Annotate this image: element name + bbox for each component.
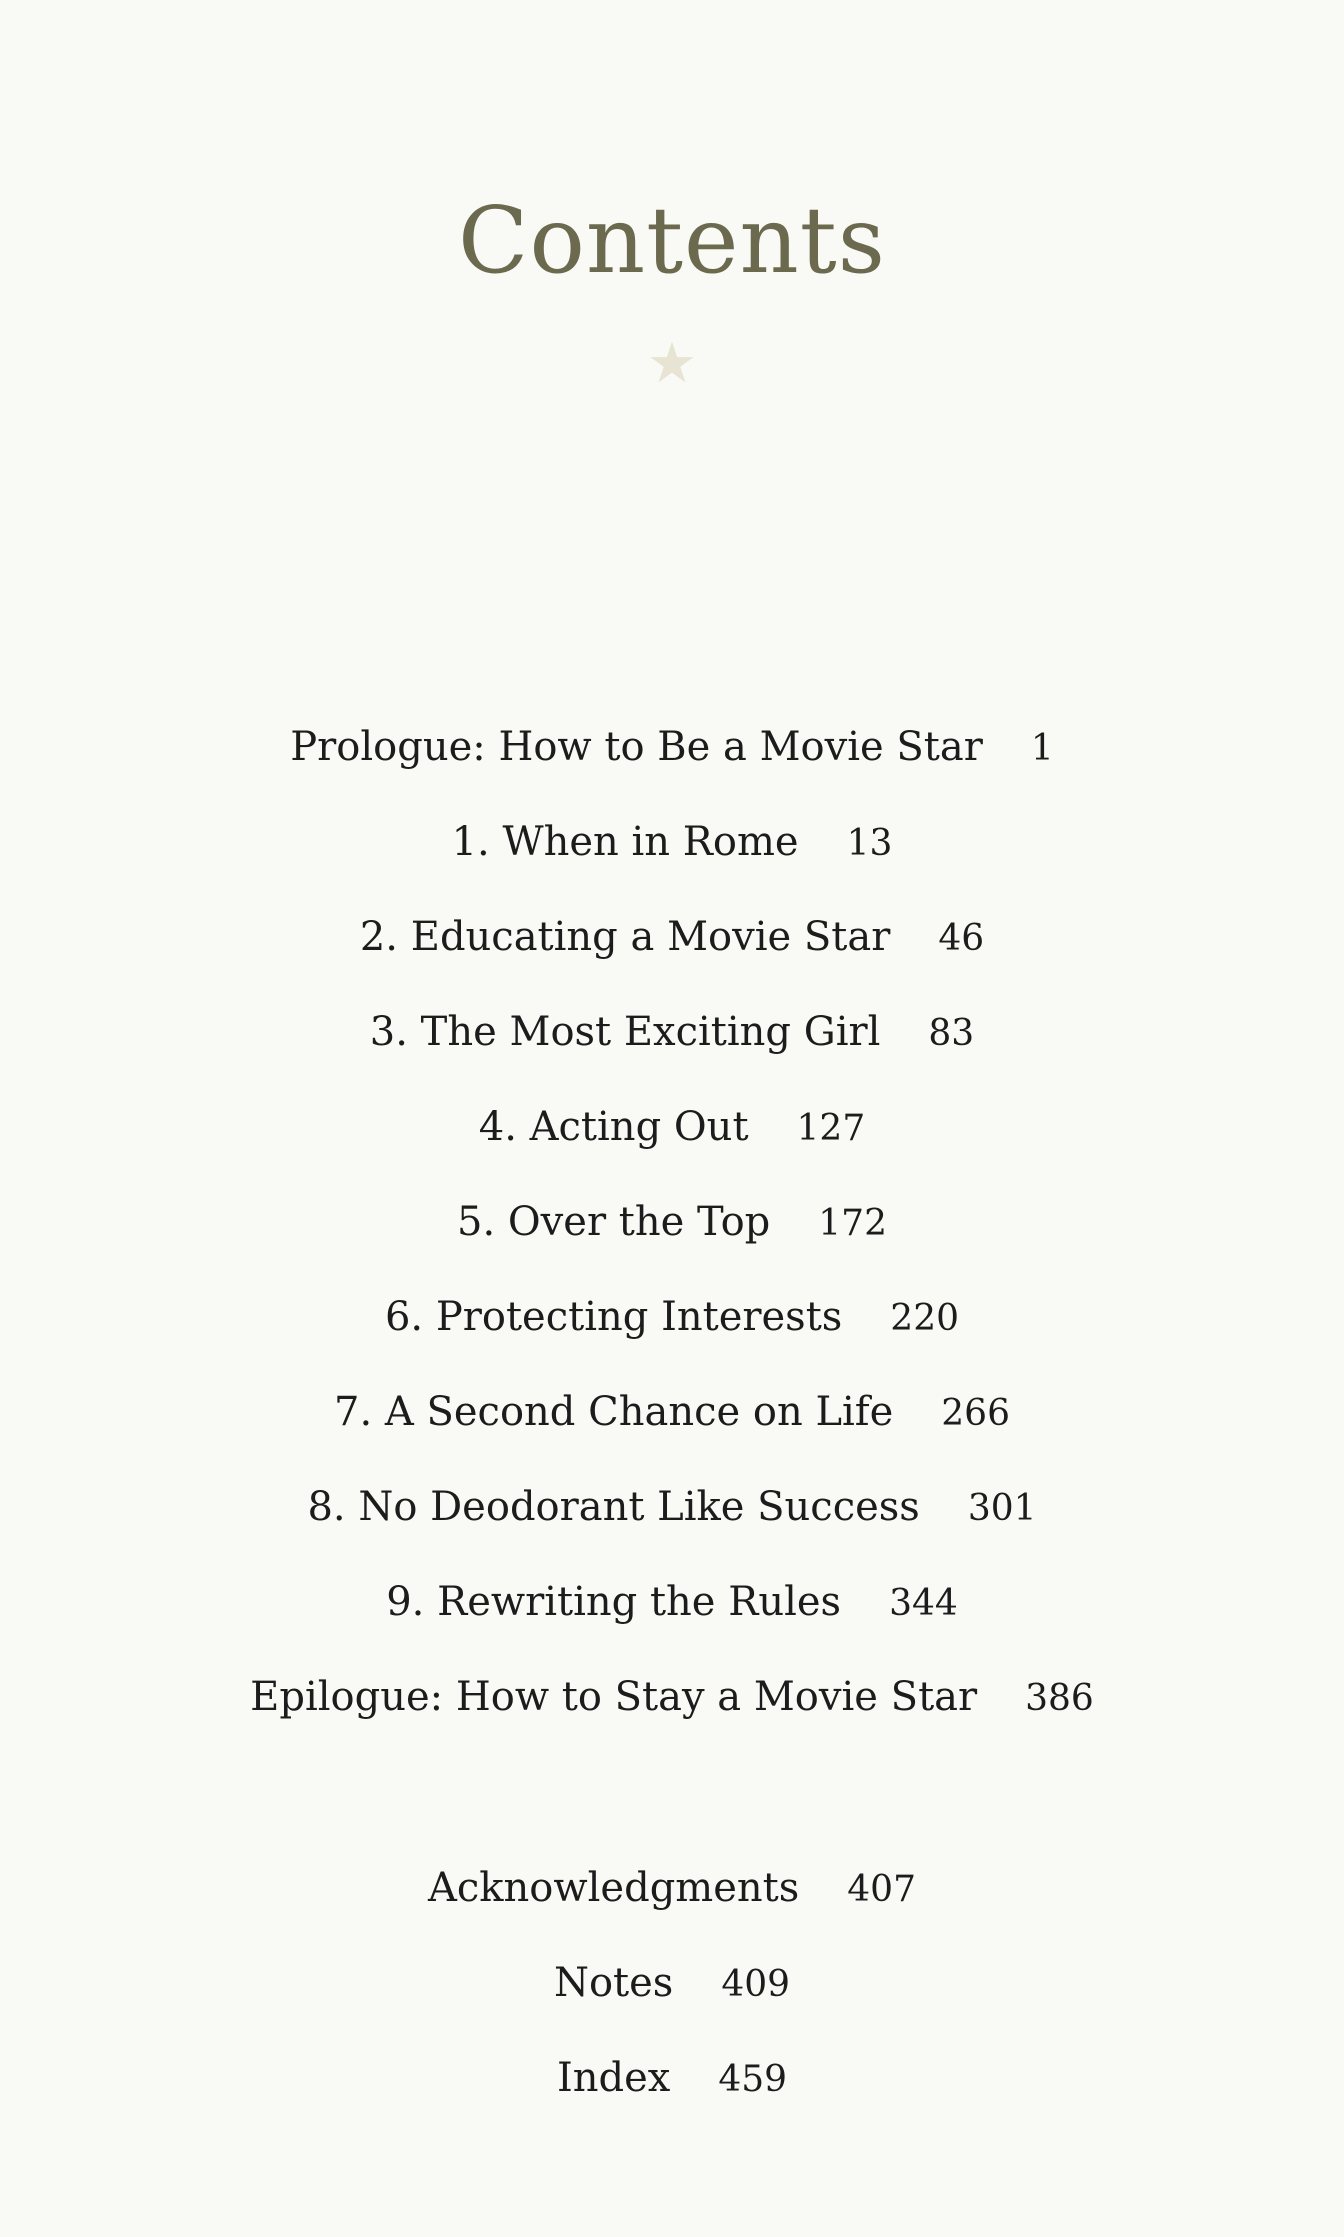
toc-entry-notes[interactable] bbox=[0, 1960, 1344, 2006]
toc-entry-title: Epilogue: How to Stay a Movie Star bbox=[250, 1674, 978, 1720]
toc-entry-prologue[interactable] bbox=[0, 724, 1344, 770]
toc-entry-title: Notes bbox=[553, 1960, 674, 2006]
toc-entry-chapter-7[interactable] bbox=[0, 1389, 1344, 1435]
toc-entry-page: 13 bbox=[846, 823, 893, 864]
toc-entry-page: 1 bbox=[1030, 728, 1054, 769]
toc-entry-page: 407 bbox=[847, 1869, 916, 1910]
toc-entry-epilogue[interactable] bbox=[0, 1674, 1344, 1720]
toc-entry-title: Index bbox=[556, 2055, 671, 2101]
toc-entry-title: 2. Educating a Movie Star bbox=[359, 914, 891, 960]
toc-entry-page: 344 bbox=[889, 1583, 958, 1624]
toc-entry-chapter-4[interactable] bbox=[0, 1104, 1344, 1150]
toc-entry-chapter-9[interactable] bbox=[0, 1579, 1344, 1625]
toc-entry-title: Prologue: How to Be a Movie Star bbox=[290, 724, 983, 770]
toc-entry-chapter-2[interactable] bbox=[0, 914, 1344, 960]
toc-entry-chapter-3[interactable] bbox=[0, 1009, 1344, 1055]
toc-entry-title: 9. Rewriting the Rules bbox=[386, 1579, 842, 1625]
toc-entry-index[interactable] bbox=[0, 2055, 1344, 2101]
toc-entry-title: 7. A Second Chance on Life bbox=[334, 1389, 894, 1435]
toc-entry-title: Acknowledgments bbox=[428, 1865, 800, 1911]
toc-entry-page: 220 bbox=[890, 1298, 960, 1339]
toc-entry-page: 301 bbox=[967, 1488, 1037, 1529]
toc-entry-page: 83 bbox=[928, 1013, 975, 1054]
toc-entry-page: 459 bbox=[718, 2059, 788, 2100]
toc-entry-title: 4. Acting Out bbox=[478, 1104, 749, 1150]
toc-entry-chapter-8[interactable] bbox=[0, 1484, 1344, 1530]
toc-entry-page: 46 bbox=[938, 918, 985, 959]
toc-entry-page: 127 bbox=[796, 1108, 866, 1149]
page-title: Contents bbox=[458, 187, 886, 294]
toc-entry-page: 172 bbox=[818, 1203, 887, 1244]
toc-entry-title: 6. Protecting Interests bbox=[384, 1294, 843, 1340]
toc-entry-acknowledgments[interactable] bbox=[0, 1865, 1344, 1911]
star-ornament-icon: ★ bbox=[646, 331, 698, 396]
toc-entry-page: 409 bbox=[721, 1964, 791, 2005]
toc-entry-title: 1. When in Rome bbox=[451, 819, 799, 865]
toc-entry-chapter-5[interactable] bbox=[0, 1199, 1344, 1245]
toc-entry-title: 8. No Deodorant Like Success bbox=[307, 1484, 920, 1530]
toc-entry-page: 386 bbox=[1025, 1678, 1094, 1719]
toc-entry-chapter-6[interactable] bbox=[0, 1294, 1344, 1340]
toc-entry-chapter-1[interactable] bbox=[0, 819, 1344, 865]
toc-entry-title: 5. Over the Top bbox=[457, 1199, 771, 1245]
toc-entry-page: 266 bbox=[941, 1393, 1010, 1434]
toc-entry-title: 3. The Most Exciting Girl bbox=[369, 1009, 881, 1055]
